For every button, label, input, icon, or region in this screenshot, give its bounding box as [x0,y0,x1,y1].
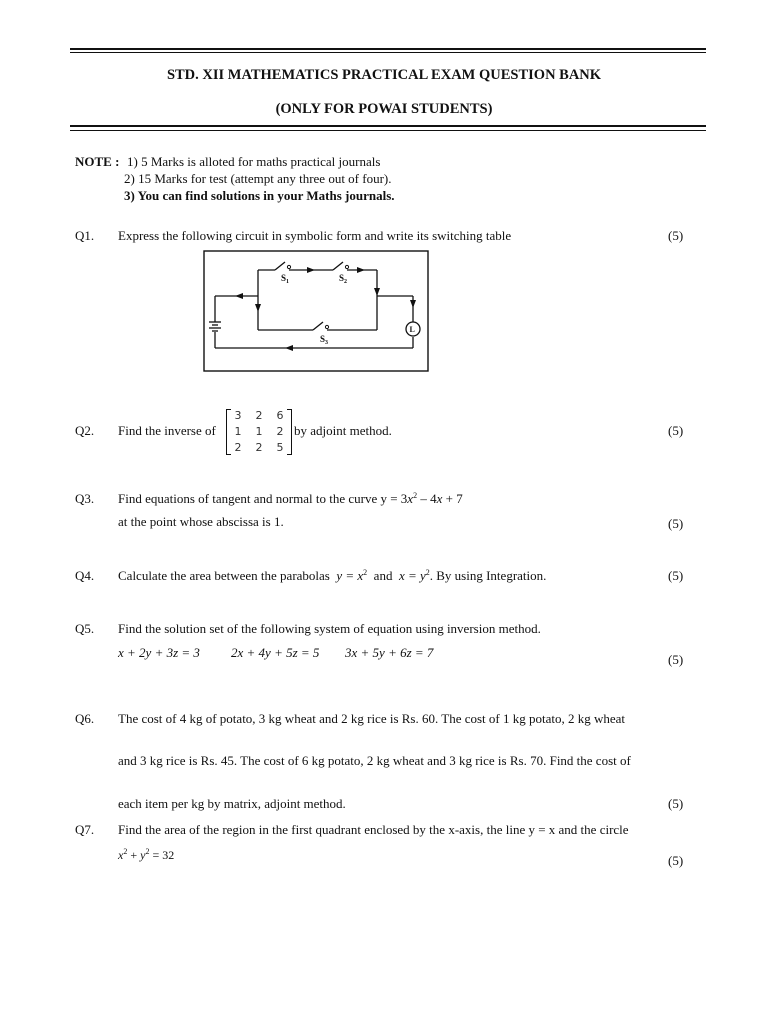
s3-label: $S_3$ [320,334,329,346]
q3-number: Q3. [75,491,95,506]
q7-line1: Find the area of the region in the first quadrant enclosed by the x-axis, the line y = x and the circle [118,822,629,837]
q1-marks: (5) [668,228,684,243]
note-item-3: 3) You can find solutions in your Maths journals. [124,188,395,203]
q7-marks: (5) [668,853,684,868]
q2-marks: (5) [668,423,684,438]
q5-marks: (5) [668,652,684,667]
q6-number: Q6. [75,711,95,726]
q7-equation: $x^2 + y^2 = 32$ [118,847,175,862]
note-label: NOTE : [75,154,120,169]
note-item-1: 1) 5 Marks is alloted for maths practical journals [127,154,381,169]
matrix-cell: 5 [276,441,284,454]
s1-label: $S_1$ [281,273,290,285]
q4-number: Q4. [75,568,95,583]
q3-marks: (5) [668,516,684,531]
q5-number: Q5. [75,621,95,636]
switch-s2-blade [333,262,343,270]
q3-line1: Find equations of tangent and normal to the curve $y = 3x^2 - 4x + 7$ [118,491,463,506]
q3-line2: at the point whose abscissa is 1. [118,514,284,529]
matrix-cell: 2 [255,441,263,454]
q6-line2: and 3 kg rice is Rs. 45. The cost of 6 kg potato, 2 kg wheat and 3 kg rice is Rs. 70. Find the cost of [118,753,631,768]
q5-equation-1: x + 2y + 3z = 3 [118,645,200,660]
matrix-cell: 1 [234,425,242,438]
q5-text: Find the solution set of the following system of equation using inversion method. [118,621,541,636]
matrix-cell: 2 [234,441,242,454]
matrix-cell: 2 [276,425,284,438]
battery-icon [209,322,221,331]
q1-number: Q1. [75,228,95,243]
matrix-cell: 3 [234,409,242,422]
matrix-cell: 1 [255,425,263,438]
header-rule-bottom-thin [70,130,706,131]
switch-s3-blade [313,322,323,330]
q6-line1: The cost of 4 kg of potato, 3 kg wheat and 2 kg rice is Rs. 60. The cost of 1 kg potato, 2 kg wheat [118,711,626,726]
note-item-2: 2) 15 Marks for test (attempt any three out of four). [124,171,392,186]
circuit-diagram [203,250,429,372]
matrix-cell: 6 [276,409,284,422]
current-arrows [235,267,416,351]
page-subtitle: (ONLY FOR POWAI STUDENTS) [275,101,493,117]
q6-marks: (5) [668,796,684,811]
q4-text: Calculate the area between the parabolas $y = x^2$ and $x = y^2$. By using Integration. [118,568,547,583]
header-rule-top-thin [70,52,706,53]
q5-equation-2: 2x + 4y + 5z = 5 [231,645,320,660]
q1-text: Express the following circuit in symbolic form and write its switching table [118,228,512,243]
header-rule-top [70,48,706,50]
lamp-label: L [409,325,415,334]
q2-text-before: Find the inverse of [118,423,216,438]
q2-number: Q2. [75,423,95,438]
q4-marks: (5) [668,568,684,583]
q2-text-after: by adjoint method. [294,423,392,438]
matrix-cell: 2 [255,409,263,422]
header-rule-bottom [70,125,706,127]
s2-label: $S_2$ [339,273,348,285]
switch-s1-blade [275,262,285,270]
q5-equation-3: 3x + 5y + 6z = 7 [345,645,434,660]
q2-matrix [226,409,292,455]
page-title: STD. XII MATHEMATICS PRACTICAL EXAM QUESTION BANK [166,67,602,83]
circuit-frame [204,251,428,371]
q7-number: Q7. [75,822,95,837]
q6-line3: each item per kg by matrix, adjoint method. [118,796,346,811]
